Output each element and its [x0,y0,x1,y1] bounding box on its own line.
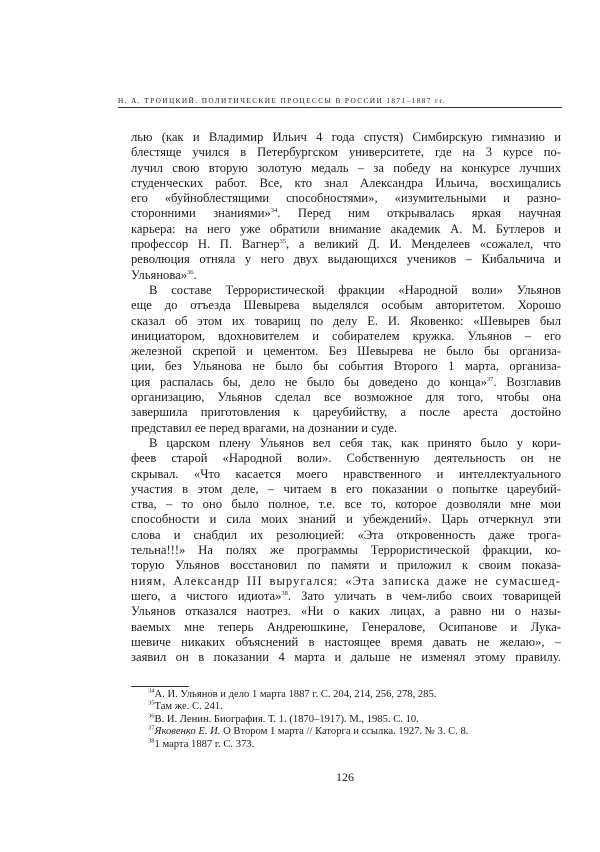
text-line [131,589,561,604]
paragraph [131,130,561,283]
text-line: сказал об этом их товарищ по делу Е. И. Яковенко: «Шевырев был [131,313,561,328]
footnote-text: А. И. Ульянов и дело 1 марта 1887 г. С. 204, 214, 256, 278, 285. [154,689,437,700]
running-head: Н. А. ТРОИЦКИЙ. ПОЛИТИЧЕСКИЕ ПРОЦЕССЫ В РОССИИ 1871–1887 гг. [118,96,447,105]
footnote-number: 36 [148,712,155,720]
text-line: завершила приготовления к цареубийству, а после ареста достойно [131,405,561,420]
footnote [148,701,560,713]
text-line: В царском плену Ульянов вел себя так, как принято было у кори- [149,435,561,450]
footnote-rule [131,686,189,687]
text-line: революция отняла у него двух выдающихся учеников – Кибальчича и [131,252,561,267]
header-rule [118,107,562,108]
footnote [148,726,560,738]
main-text [131,130,561,665]
footnotes [148,689,560,751]
text-fragment: . Перед ним открывалась яркая научная [277,206,561,221]
footnote [148,689,560,701]
text-line [131,268,561,283]
text-fragment: . Возглавив [493,374,561,389]
text-line: ции, без Ульянова не было бы события Второго 1 марта, организа- [131,359,561,374]
text-line: Ульянов отказался наотрез. «Ни о каких лицах, а равно ни о назы- [131,604,561,619]
text-line: слова и снабдил их резолюцией: «Эта откровенность даже трога- [131,527,561,542]
text-line: феев старой «Народной воли». Собственную деятельность он не [131,451,561,466]
footnote-ref: 36 [187,268,194,276]
footnote-ref: 35 [279,237,287,245]
footnote-number: 37 [148,724,155,732]
footnote-author: Яковенко Е. И. [154,726,221,738]
footnote-text: 1 марта 1887 г. С. 373. [154,738,255,750]
text-line: лучил свою вторую золотую медаль – за победу на конкурсе лучших [131,160,561,175]
text-line: В составе Террористической фракции «Народной воли» Ульянов [149,282,561,297]
text-line: представил ее перед врагами, на дознании и суде. [131,420,398,435]
footnote-ref: 37 [486,375,494,383]
text-line: торую Ульянов восстановил по памяти и приложил к своим показа- [131,558,561,573]
footnote-text: В. И. Ленин. Биография. Т. 1. (1870–1917). М., 1985. С. 10. [154,713,419,725]
text-fragment: , а великий Д. И. Менделеев «сожалел, что [286,237,561,252]
text-line: ниям, Александр III выругался: «Эта записка даже не сумасшед- [131,573,561,588]
page-number: 126 [336,770,354,784]
text-line: шевиче никаких объяснений в настоящее время давать не желаю», – [131,634,561,649]
text-line: ства, – то оно было полное, т.е. все то, которое дозволяли мне мои [131,497,561,512]
text-fragment: ция распалась бы, дело не было бы доведено до конца» [131,374,487,389]
footnote-text: О Втором 1 марта // Каторга и ссылка. 1927. № 3. С. 8. [223,726,469,738]
text-line [131,237,561,252]
footnote [148,739,560,751]
footnote-text: Там же. С. 241. [154,701,223,713]
text-line: инициатором, вдохновителем и собирателем кружка. Ульянов – его [131,328,561,343]
footnote-number: 38 [148,737,155,745]
text-fragment: . Зато уличать в чем-либо своих товарищей [287,588,561,603]
text-line: еще до отъезда Шевырева выделялся особым авторитетом. Хорошо [131,298,561,313]
footnote-ref: 38 [281,589,288,597]
text-line: организацию, Ульянов сделал все возможное для того, чтобы она [131,390,561,405]
text-line: тельна!!!» На полях же программы Террористической фракции, ко- [131,543,561,558]
footnote-ref: 34 [270,207,278,215]
text-line: скрывал. «Что касается моего нравственного и интеллектуального [131,466,561,481]
text-line: заявил он в показании 4 марта и дальше не изменял этому правилу. [131,650,561,665]
text-line: его «буйноблестящими способностями», «изумительными и разно- [131,191,561,206]
text-line [131,375,561,390]
text-fragment: профессор Н. П. Вагнер [131,237,280,252]
paragraph [131,436,561,665]
text-line: блестяще учился в Петербургском университете, где на 3 курсе по- [131,145,561,160]
paragraph [131,283,561,436]
text-fragment: Ульянова» [131,267,188,282]
text-fragment: сторонними знаниями» [131,206,271,221]
text-line: способности и сила моих знаний и убеждений». Царь отчеркнул эти [131,512,561,527]
text-line: железной скрепой и цементом. Без Шевырева не было бы организа- [131,344,561,359]
text-fragment: шего, а чистого идиота» [131,588,282,603]
footnote-number: 35 [148,699,155,707]
text-line: карьера: на него уже обратили внимание академик А. М. Бутлеров и [131,221,561,236]
text-line [131,206,561,221]
footnote-number: 34 [148,687,155,695]
text-line: участия в этом деле, – читаем в его показании о попытке цареубий- [131,481,561,496]
text-line: ваемых мне теперь Андреюшкине, Генералове, Осипанове и Лука- [131,619,561,634]
text-fragment: . [193,267,197,282]
footnote [148,714,560,726]
text-line: лью (как и Владимир Ильич 4 года спустя) Симбирскую гимназию и [131,130,561,144]
text-line: студенческих работ. Все, кто знал Александра Ильича, восхищались [131,175,561,190]
